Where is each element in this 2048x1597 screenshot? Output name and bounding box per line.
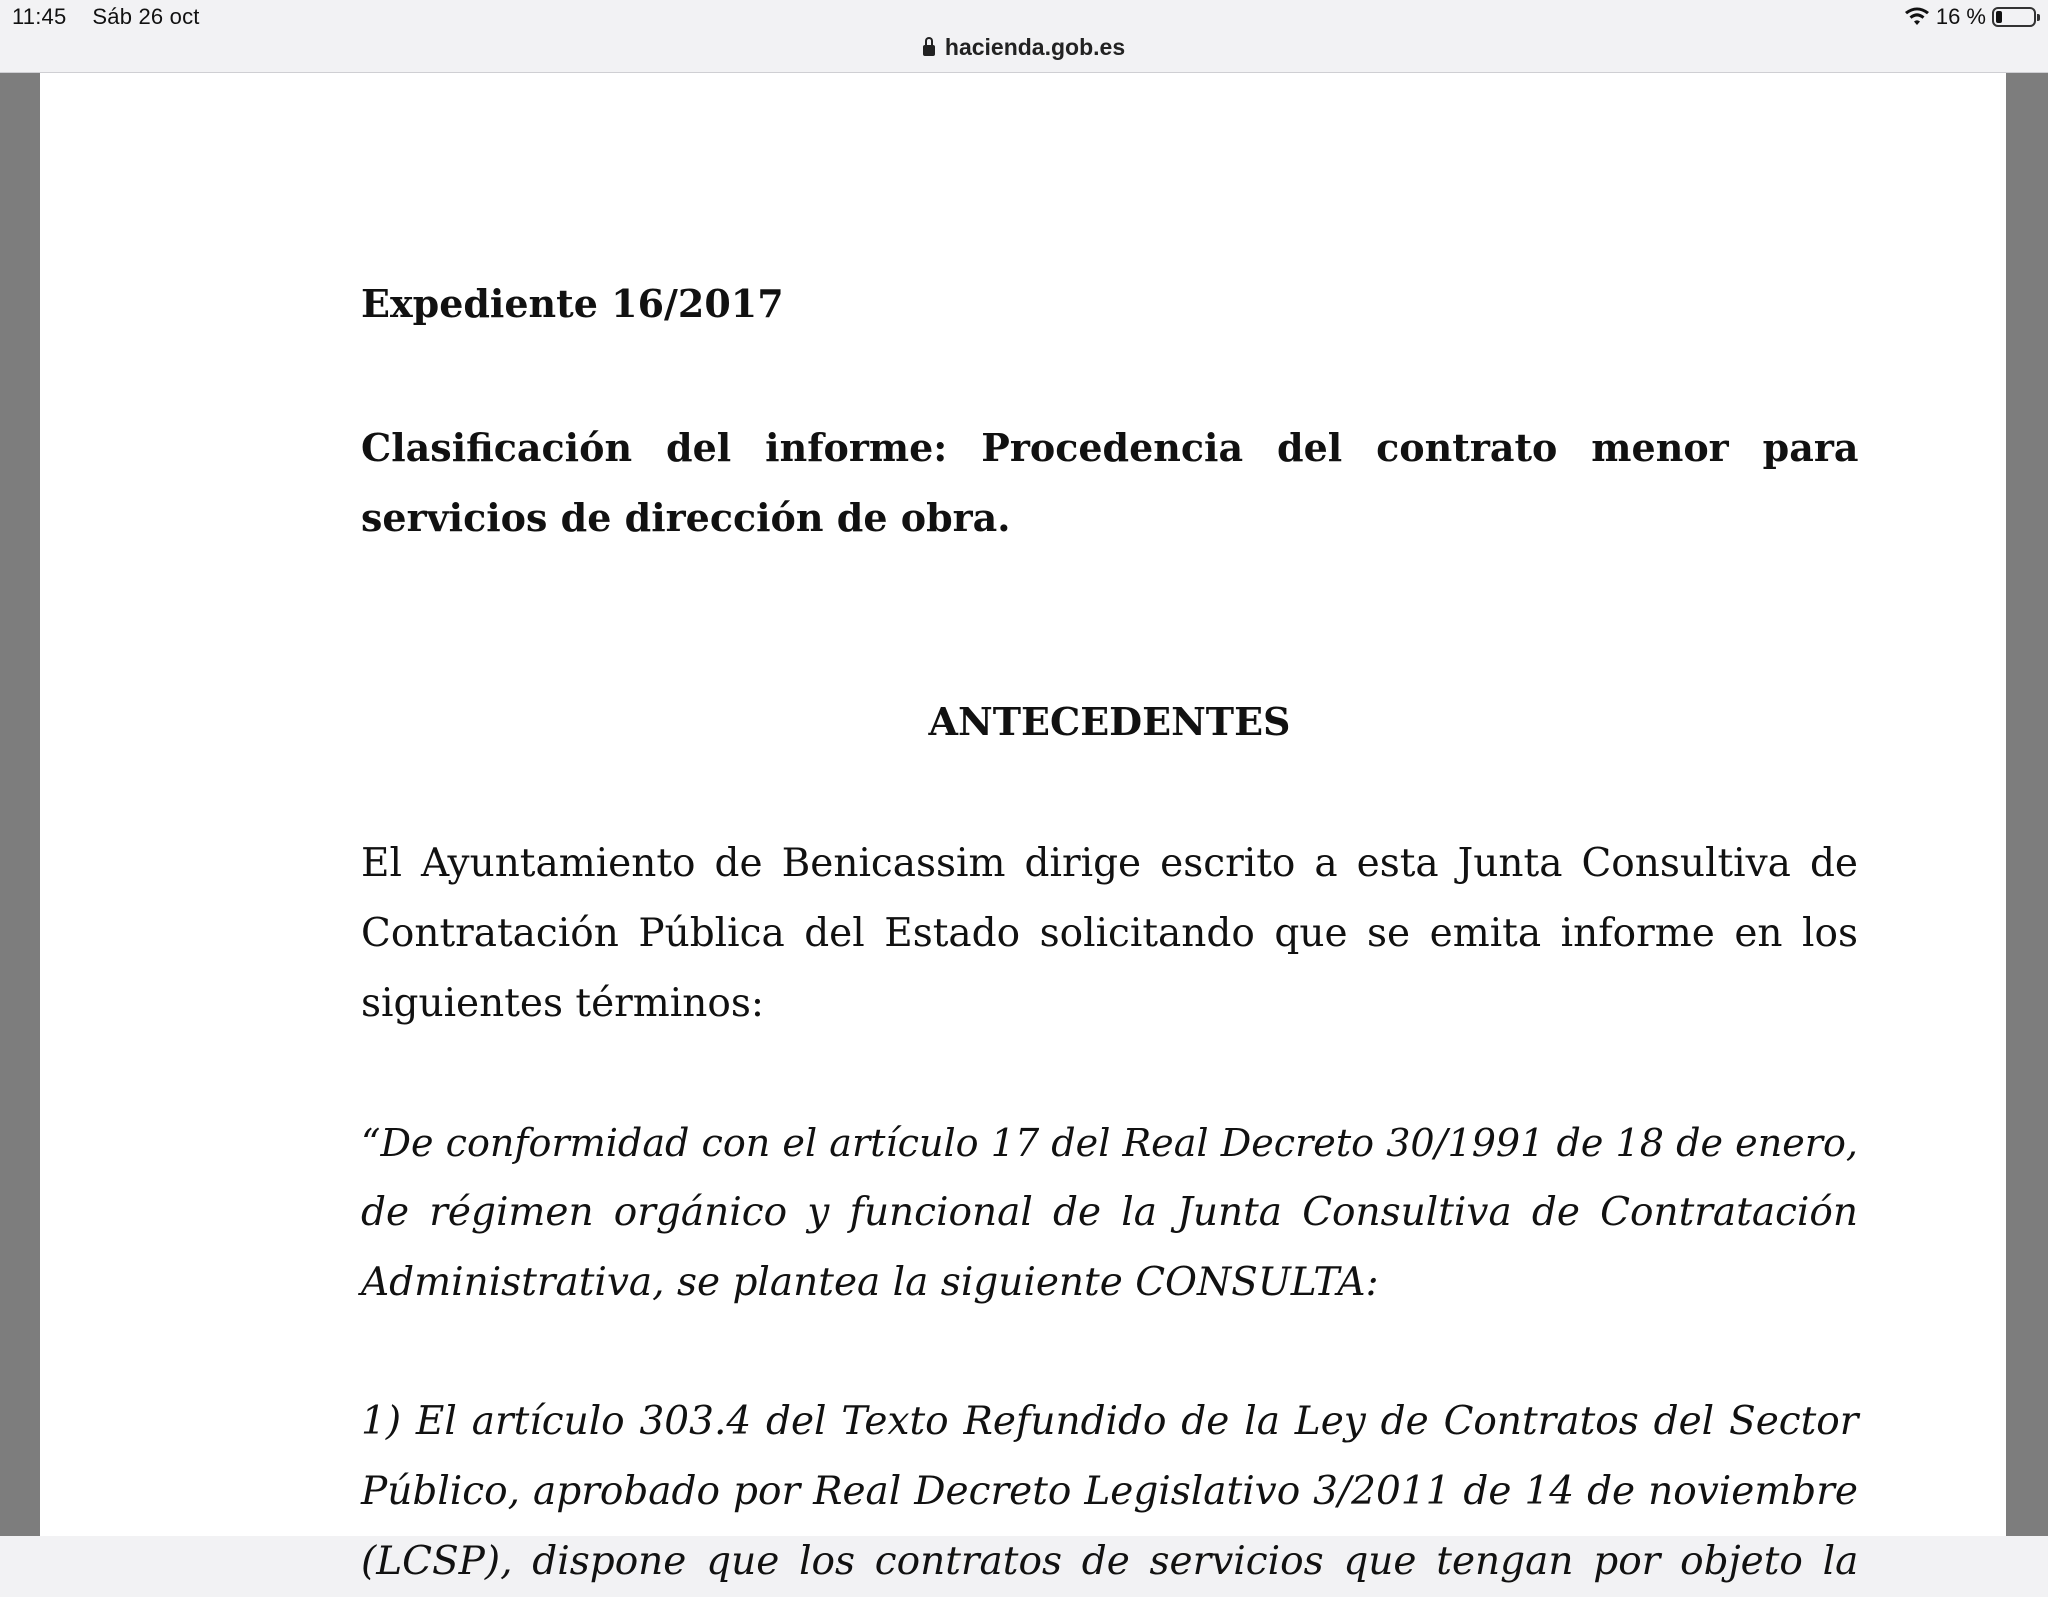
- document-title: [361, 269, 1858, 339]
- status-bar: [0, 0, 2048, 73]
- status-time: 11:45: [12, 4, 67, 29]
- status-date: Sáb 26 oct: [92, 4, 200, 29]
- paragraph-2-line-2: de régimen orgánico y funcional de la Junta Consultiva de Contratación: [361, 1190, 1858, 1235]
- lock-icon: [923, 45, 935, 56]
- expediente-label: Expediente 16/2017: [361, 281, 784, 326]
- classification-line-2: servicios de dirección de obra.: [361, 495, 1011, 540]
- paragraph-3-line-3: (LCSP), dispone que los contratos de servicios que tengan por objeto la: [361, 1539, 1859, 1584]
- section-heading: [361, 687, 1858, 757]
- antecedentes-heading: ANTECEDENTES: [928, 699, 1291, 744]
- pdf-viewer[interactable]: [0, 73, 2048, 1584]
- paragraph-1: [361, 829, 1858, 1039]
- url-text: hacienda.gob.es: [944, 34, 1126, 60]
- classification-block: [361, 413, 1858, 553]
- paragraph-2-line-1: “De conformidad con el artículo 17 del Real Decreto 30/1991 de 18 de enero,: [361, 1121, 1858, 1165]
- paragraph-1-line-1: El Ayuntamiento de Benicassim dirige escrito a esta Junta Consultiva de: [361, 841, 1858, 886]
- address-bar[interactable]: [0, 34, 2048, 61]
- wifi-icon: [1904, 7, 1930, 27]
- paragraph-2: [361, 1108, 1858, 1318]
- paragraph-3: [361, 1387, 1858, 1597]
- document-page: [40, 73, 2006, 1584]
- paragraph-2-line-3: Administrativa, se plantea la siguiente CONSULTA:: [361, 1260, 1379, 1305]
- battery-level: [1996, 11, 2002, 23]
- paragraph-1-line-2: Contratación Pública del Estado solicitando que se emita informe en los: [361, 911, 1858, 956]
- battery-percent: 16 %: [1935, 4, 1986, 29]
- paragraph-1-line-3: siguientes términos:: [361, 981, 765, 1026]
- paragraph-3-line-2: Público, aprobado por Real Decreto Legislativo 3/2011 de 14 de noviembre: [361, 1469, 1858, 1514]
- battery-icon: [1992, 7, 2036, 27]
- status-right: [1904, 4, 2036, 30]
- paragraph-3-line-1: 1) El artículo 303.4 del Texto Refundido de la Ley de Contratos del Sector: [361, 1399, 1859, 1444]
- status-left: [12, 4, 226, 30]
- classification-line-1: Clasificación del informe: Procedencia del contrato menor para: [361, 425, 1859, 470]
